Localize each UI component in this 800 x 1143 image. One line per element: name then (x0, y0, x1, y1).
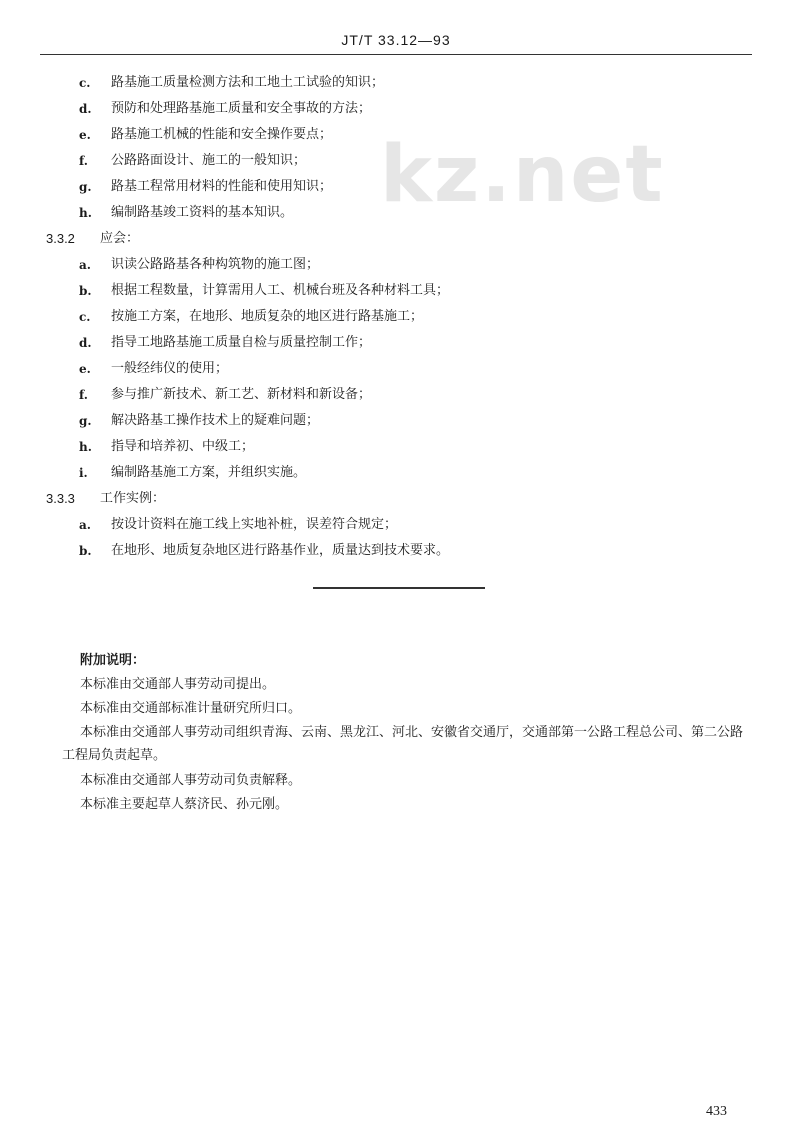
list-item (0, 200, 800, 226)
item-letter: d. (79, 102, 92, 116)
list-item (0, 122, 800, 148)
standard-code: JT/T 33.12—93 (341, 32, 451, 48)
note-line: 本标准主要起草人蔡济民、孙元刚。 (80, 797, 289, 812)
list-item (0, 434, 800, 460)
section-title: 工作实例： (100, 491, 166, 506)
list-item (0, 96, 800, 122)
item-text: 路基施工质量检测方法和工地土工试验的知识； (111, 75, 385, 90)
list-item (0, 356, 800, 382)
list-item (0, 304, 800, 330)
page-header (40, 32, 752, 55)
section-number: 3.3.3 (46, 491, 75, 506)
list-item (0, 460, 800, 486)
item-letter: f. (79, 388, 88, 402)
item-letter: i. (79, 466, 88, 480)
item-text: 编制路基竣工资料的基本知识。 (111, 205, 294, 220)
item-letter: d. (79, 336, 92, 350)
list-item (0, 252, 800, 278)
watermark: kz.net (380, 130, 665, 220)
list-item (0, 148, 800, 174)
list-item (0, 408, 800, 434)
section-divider (313, 587, 485, 589)
item-letter: c. (79, 310, 91, 324)
note-line: 本标准由交通部人事劳动司组织青海、云南、黑龙江、河北、安徽省交通厅，交通部第一公路工程总公司、第二公路工程局负责起草。 (62, 725, 744, 763)
item-letter: h. (79, 206, 92, 220)
notes-title: 附加说明： (80, 653, 146, 668)
item-letter: e. (79, 128, 91, 142)
list-item (0, 382, 800, 408)
item-text: 按设计资料在施工线上实地补桩，误差符合规定； (111, 517, 398, 532)
section-heading (0, 486, 800, 512)
item-text: 按施工方案，在地形、地质复杂的地区进行路基施工； (111, 309, 424, 324)
list-item (0, 512, 800, 538)
section-title: 应会： (100, 231, 140, 246)
main-content (0, 70, 800, 564)
item-letter: b. (79, 544, 92, 558)
note-line: 本标准由交通部人事劳动司负责解释。 (80, 773, 302, 788)
note-line: 本标准由交通部标准计量研究所归口。 (80, 701, 302, 716)
item-text: 在地形、地质复杂地区进行路基作业，质量达到技术要求。 (111, 543, 450, 558)
item-letter: a. (79, 258, 91, 272)
item-text: 公路路面设计、施工的一般知识； (111, 153, 307, 168)
item-letter: a. (79, 518, 91, 532)
item-text: 路基施工机械的性能和安全操作要点； (111, 127, 333, 142)
item-text: 一般经纬仪的使用； (111, 361, 229, 376)
section-heading (0, 226, 800, 252)
item-text: 指导和培养初、中级工； (111, 439, 255, 454)
list-item (0, 330, 800, 356)
list-item (0, 278, 800, 304)
item-text: 解决路基工操作技术上的疑难问题； (111, 413, 320, 428)
item-text: 预防和处理路基施工质量和安全事故的方法； (111, 101, 372, 116)
item-letter: c. (79, 76, 91, 90)
list-item (0, 70, 800, 96)
page-number: 433 (706, 1104, 727, 1119)
list-item (0, 174, 800, 200)
item-text: 编制路基施工方案，并组织实施。 (111, 465, 307, 480)
item-letter: g. (79, 180, 92, 194)
section-number: 3.3.2 (46, 231, 75, 246)
item-letter: f. (79, 154, 88, 168)
item-text: 指导工地路基施工质量自检与质量控制工作； (111, 335, 372, 350)
note-line: 本标准由交通部人事劳动司提出。 (80, 677, 276, 692)
item-text: 路基工程常用材料的性能和使用知识； (111, 179, 333, 194)
item-letter: g. (79, 414, 92, 428)
item-text: 识读公路路基各种构筑物的施工图； (111, 257, 320, 272)
list-item (0, 538, 800, 564)
item-letter: h. (79, 440, 92, 454)
item-text: 根据工程数量，计算需用人工、机械台班及各种材料工具； (111, 283, 450, 298)
item-text: 参与推广新技术、新工艺、新材料和新设备； (111, 387, 372, 402)
item-letter: b. (79, 284, 92, 298)
item-letter: e. (79, 362, 91, 376)
